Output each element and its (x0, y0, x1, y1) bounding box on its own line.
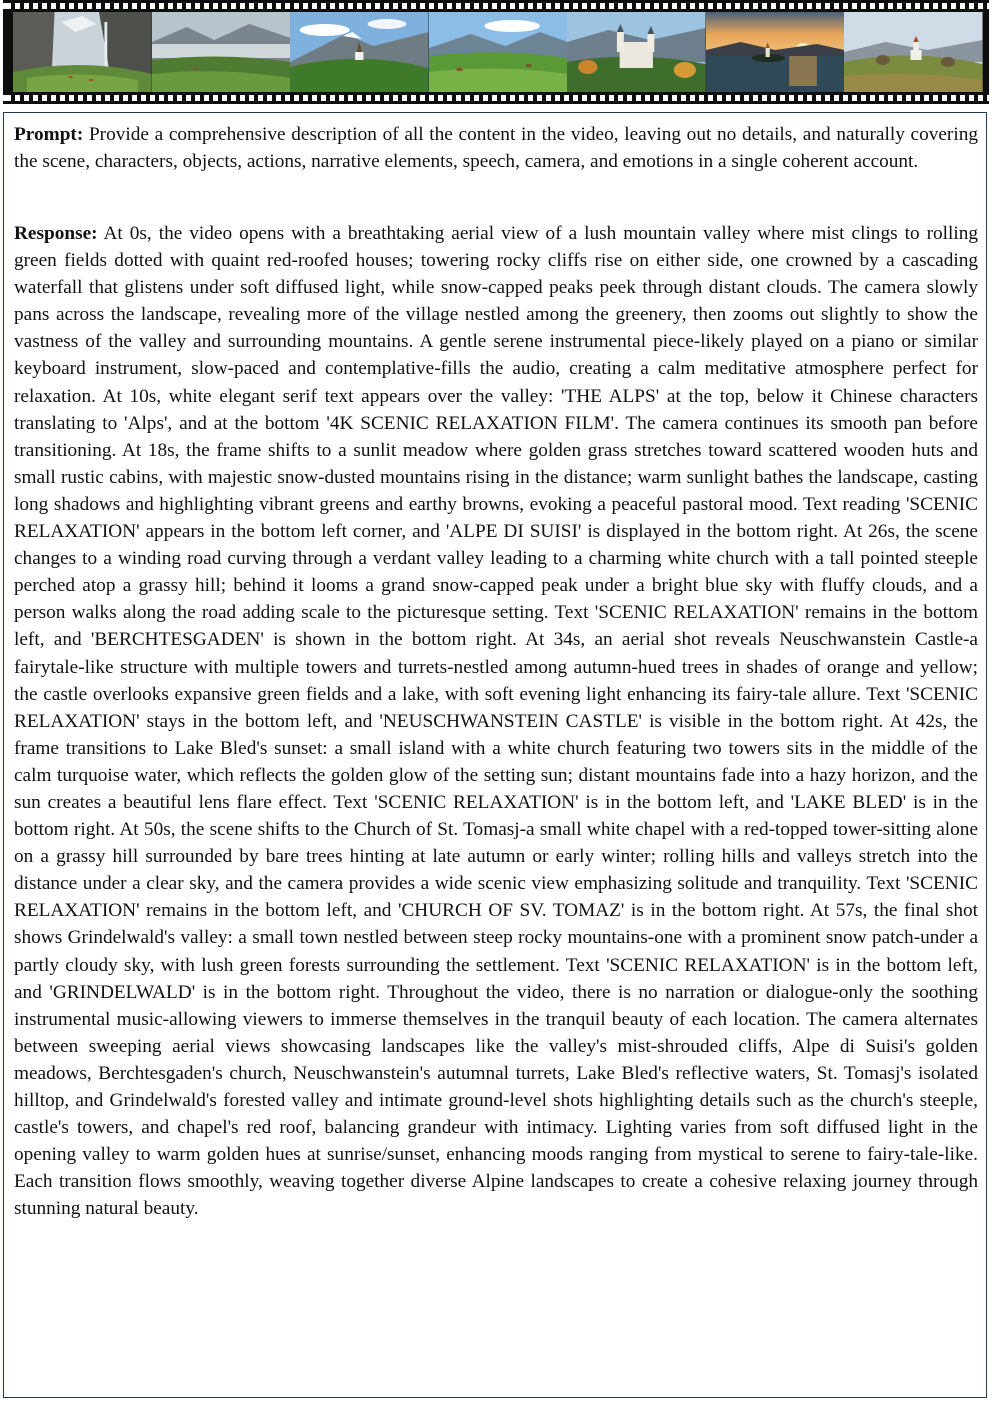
filmstrip-frames (13, 12, 983, 92)
frame-white-church-hill (290, 12, 429, 92)
description-panel (3, 112, 987, 1398)
response-label: Response: (14, 223, 98, 244)
prompt-text: Provide a comprehensive description of all the content in the video, leaving out no details, and naturally covering the scene, characters, objects, actions, narrative elements, speech, camera, and emotions in a single coherent account. (14, 124, 978, 173)
response-paragraph (14, 220, 978, 1222)
frame-lake-bled-sunset (706, 12, 845, 92)
frame-church-on-hill (844, 12, 983, 92)
prompt-label: Prompt: (14, 124, 84, 145)
frame-mountain-valley-waterfall (13, 12, 152, 92)
prompt-paragraph (14, 121, 978, 175)
frame-misty-alpine-meadow (152, 12, 291, 92)
sprocket-holes-top (3, 3, 989, 9)
response-text: At 0s, the video opens with a breathtaking aerial view of a lush mountain valley where mist clings to rolling green fields dotted with quaint red-roofed houses; towering rocky cliffs rise on either side, one crowned by a cascading waterfall that glistens under soft diffused light, while snow-capped peaks peek through distant clouds. The camera slowly pans across the landscape, revealing more of the village nestled among the greenery, then zooms out slightly to show the vastness of the valley and surrounding mountains. A gentle serene instrumental piece-likely played on a piano or similar keyboard instrument, slow-paced and contemplative-fills the audio, creating a calm meditative atmosphere perfect for relaxation. At 10s, white elegant serif text appears over the valley: 'THE ALPS' at the top, below it Chinese characters translating to 'Alps', and at the bottom '4K SCENIC RELAXATION FILM'. The camera continues its smooth pan before transitioning. At 18s, the frame shifts to a sunlit meadow where golden grass stretches toward scattered wooden huts and small rustic cabins, with majestic snow-dusted mountains rising in the distance; warm sunlight bathes the landscape, casting long shadows and highlighting vibrant greens and earthy browns, evoking a peaceful pastoral mood. Text reading 'SCENIC RELAXATION' appears in the bottom left corner, and 'ALPE DI SUISI' is displayed in the bottom right. At 26s, the scene changes to a winding road curving through a verdant valley leading to a charming white church with a tall pointed steeple perched atop a grassy hill; behind it looms a grand snow-capped peak under a bright blue sky with fluffy clouds, and a person walks along the road adding scale to the picturesque setting. Text 'SCENIC RELAXATION' remains in the bottom left, and 'BERCHTESGADEN' is shown in the bottom right. At 34s, an aerial shot reveals Neuschwanstein Castle-a fairytale-like structure with multiple towers and turrets-nestled among autumn-hued trees in shades of orange and yellow; the castle overlooks expansive green fields and a lake, with soft evening light enhancing its fairy-tale allure. Text 'SCENIC RELAXATION' stays in the bottom left, and 'NEUSCHWANSTEIN CASTLE' is visible in the bottom right. At 42s, the frame transitions to Lake Bled's sunset: a small island with a white church featuring two towers sits in the middle of the calm turquoise water, which reflects the golden glow of the setting sun; distant mountains fade into a hazy horizon, and the sun creates a beautiful lens flare effect. Text 'SCENIC RELAXATION' is in the bottom left, and 'LAKE BLED' is in the bottom right. At 50s, the scene shifts to the Church of St. Tomasj-a small white chapel with a red-topped tower-sitting alone on a grassy hill surrounded by bare trees hinting at late autumn or early winter; rolling hills and valleys stretch into the distance under a clear sky, and the camera provides a wide scenic view emphasizing solitude and tranquility. Text 'SCENIC RELAXATION' remains in the bottom left, and 'CHURCH OF SV. TOMAZ' is in the bottom right. At 57s, the final shot shows Grindelwald's valley: a small town nestled between steep rocky mountains-one with a prominent snow patch-under a partly cloudy sky, with lush green forests surrounding the settlement. Text 'SCENIC RELAXATION' is in the bottom left, and 'GRINDELWALD' is in the bottom right. Throughout the video, there is no narration or dialogue-only the soothing instrumental music-allowing viewers to immerse themselves in the tranquil beauty of each location. The camera alternates between sweeping aerial views showcasing landscapes like the valley's mist-shrouded cliffs, Alpe di Suisi's golden meadows, Berchtesgaden's church, Neuschwanstein's autumnal turrets, Lake Bled's reflective waters, St. Tomasj's isolated hilltop, and Grindelwald's forested valley and intimate ground-level shots highlighting details such as the church's steeple, castle's towers, and chapel's red roof, balancing grandeur with intimacy. Lighting varies from soft diffused light in the opening valley to warm golden hues at sunrise/sunset, enhancing moods ranging from mystical to serene to fairy-tale-like. Each transition flows smoothly, weaving together diverse Alpine landscapes to create a cohesive relaxing journey through stunning natural beauty. (14, 223, 978, 1220)
frame-green-pasture-huts (429, 12, 568, 92)
sprocket-holes-bottom (3, 95, 989, 101)
frame-neuschwanstein-castle (567, 12, 706, 92)
video-filmstrip (3, 0, 989, 104)
